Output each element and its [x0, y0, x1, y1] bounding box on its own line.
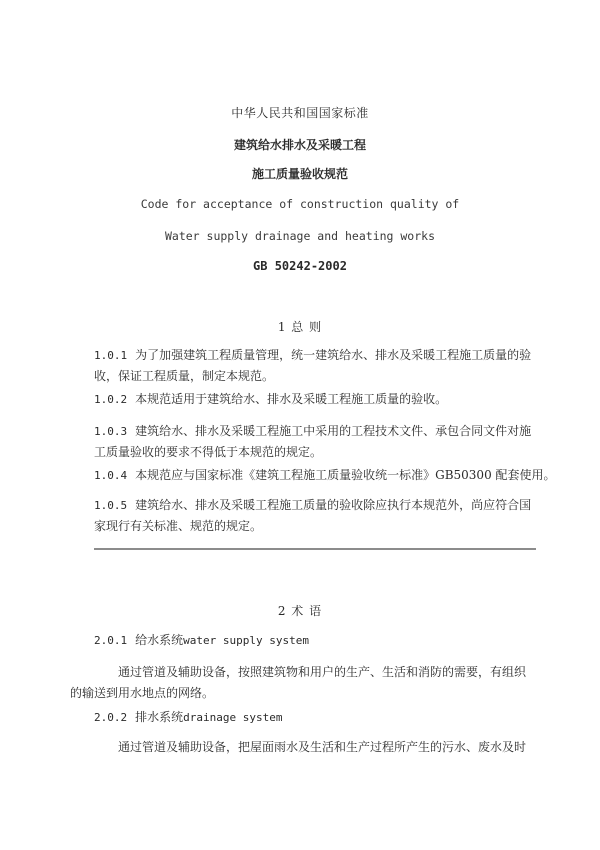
- clause-number: 1.0.4: [94, 469, 128, 482]
- clause-number: 1.0.5: [94, 499, 128, 512]
- clause-text: 本规范应与国家标准《建筑工程施工质量验收统一标准》GB50300 配套使用。: [135, 468, 556, 482]
- title-en-line1: Code for acceptance of construction quality of: [140, 197, 460, 211]
- term-2-0-2-definition: [94, 737, 544, 758]
- clause-text-cont: 收，保证工程质量，制定本规范。: [94, 369, 275, 383]
- definition-text: 通过管道及辅助设备，按照建筑物和用户的生产、生活和消防的需要，有组织: [118, 665, 527, 679]
- section2-heading: 2 术 语: [277, 604, 323, 618]
- term-en: water supply system: [183, 634, 309, 647]
- subtitle-cn: 施工质量验收规范: [251, 167, 348, 181]
- term-2-0-1-definition: [70, 662, 544, 704]
- term-2-0-1: [94, 630, 544, 651]
- clause-1-0-3: [94, 421, 544, 463]
- country-standard-label: 中华人民共和国国家标准: [231, 106, 369, 120]
- clause-text: 本规范适用于建筑给水、排水及采暖工程施工质量的验收。: [135, 392, 448, 406]
- clause-1-0-1: [94, 345, 544, 387]
- term-number: 2.0.1: [94, 634, 128, 647]
- clause-text-cont: 家现行有关标准、规范的规定。: [94, 519, 263, 533]
- clause-text: 建筑给水、排水及采暖工程施工质量的验收除应执行本规范外，尚应符合国: [135, 498, 532, 512]
- section-divider: [94, 548, 536, 550]
- clause-text: 为了加强建筑工程质量管理，统一建筑给水、排水及采暖工程施工质量的验: [135, 348, 532, 362]
- clause-number: 1.0.3: [94, 425, 128, 438]
- clause-1-0-5: [94, 495, 544, 537]
- title-cn: 建筑给水排水及采暖工程: [233, 138, 366, 152]
- section1-heading: 1 总 则: [277, 320, 323, 334]
- term-2-0-2: [94, 707, 544, 728]
- clause-text: 建筑给水、排水及采暖工程施工中采用的工程技术文件、承包合同文件对施: [135, 424, 532, 438]
- clause-number: 1.0.2: [94, 393, 128, 406]
- standard-code: GB 50242-2002: [253, 259, 347, 273]
- clause-1-0-2: [94, 389, 544, 410]
- term-number: 2.0.2: [94, 711, 128, 724]
- title-en-line2: Water supply drainage and heating works: [164, 229, 436, 243]
- definition-text-cont: 的输送到用水地点的网络。: [70, 686, 215, 700]
- term-cn: 给水系统: [135, 633, 184, 647]
- clause-number: 1.0.1: [94, 349, 128, 362]
- clause-1-0-4: [94, 465, 556, 486]
- term-cn: 排水系统: [135, 710, 184, 724]
- term-en: drainage system: [183, 711, 283, 724]
- definition-text: 通过管道及辅助设备，把屋面雨水及生活和生产过程所产生的污水、废水及时: [118, 740, 527, 754]
- clause-text-cont: 工质量验收的要求不得低于本规范的规定。: [94, 445, 323, 459]
